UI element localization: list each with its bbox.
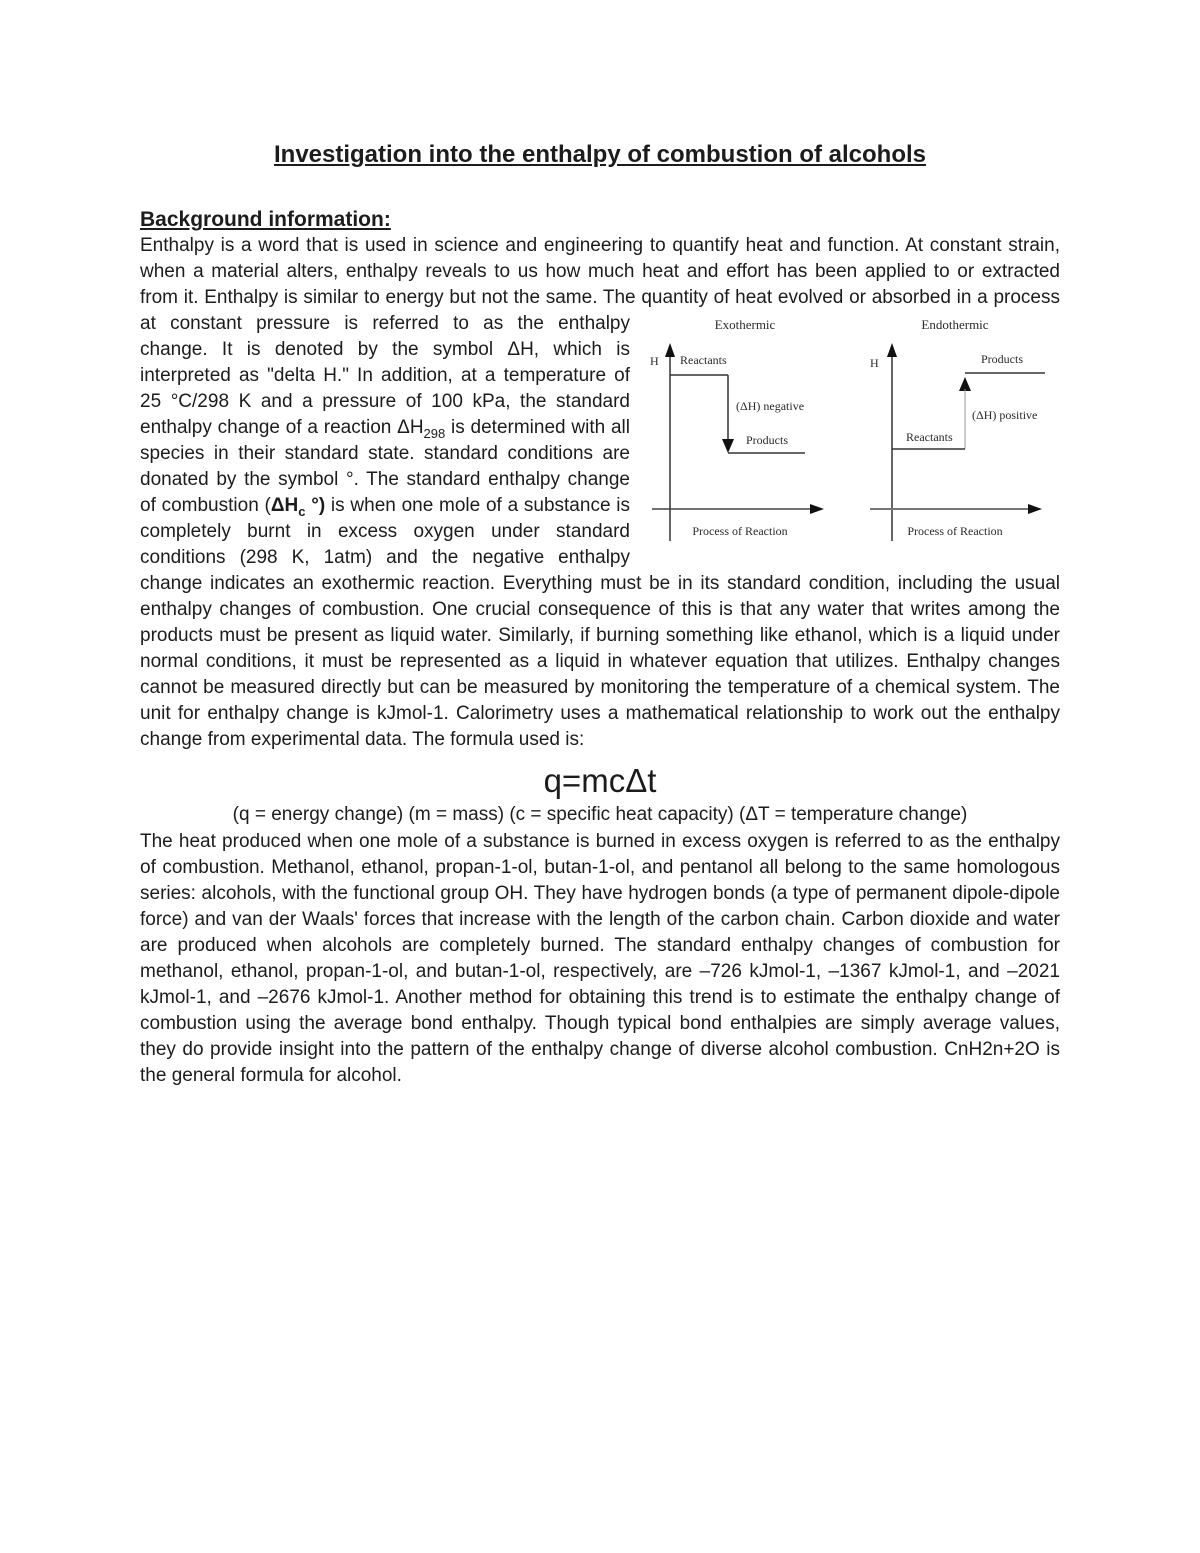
enthalpy-diagrams-figure	[640, 311, 1060, 559]
h-axis-label: H	[870, 356, 879, 370]
x-axis-label: Process of Reaction	[907, 524, 1003, 538]
endothermic-diagram	[850, 311, 1060, 559]
background-text-mid: is determined with all species in their standard state. standard conditions are donated by the symbol °. The standard enthalpy change of combustion (	[140, 417, 630, 516]
y-axis-arrow-icon	[665, 343, 675, 357]
combustion-paragraph: The heat produced when one mole of a substance is burned in excess oxygen is referred to as the enthalpy of combustion. Methanol, ethanol, propan-1-ol, butan-1-ol, and pentanol all belong to the same homologous series: alcohols, with the functional group OH. They have hydrogen bonds (a type of permanent dipole-dipole force) and van der Waals' forces that increase with the length of the carbon chain. Carbon dioxide and water are produced when alcohols are completely burned. The standard enthalpy changes of combustion for methanol, ethanol, propan-1-ol, and butan-1-ol, respectively, are –726 kJmol-1, –1367 kJmol-1, and –2021 kJmol-1, and –2676 kJmol-1. Another method for obtaining this trend is to estimate the enthalpy change of combustion using the average bond enthalpy. Though typical bond enthalpies are simply average values, they do provide insight into the pattern of the enthalpy change of diverse alcohol combustion. CnH2n+2O is the general formula for alcohol.	[140, 831, 1060, 1086]
background-text-wrapped: referred to as the enthalpy change. It is denoted by the symbol ΔH, which is interpreted as "delta H." In addition, at a temperature of 25 °C/298 K and a pressure of 100 kPa, the standard enthalpy change of a reaction ΔH	[140, 313, 630, 438]
h-axis-label: H	[650, 354, 659, 368]
x-axis-arrow-icon	[810, 504, 824, 514]
reactants-label: Reactants	[680, 353, 727, 367]
products-label: Products	[981, 352, 1023, 366]
x-axis-arrow-icon	[1028, 504, 1042, 514]
exothermic-diagram	[640, 311, 850, 559]
products-label: Products	[746, 433, 788, 447]
enthalpy-rise-arrow-icon	[959, 377, 971, 391]
subscript-c: c	[298, 503, 306, 519]
delta-hc-bold-notation: $\Delta H_c$ °)	[270, 495, 326, 519]
background-text-end: is when one mole of a substance is completely burnt in excess oxygen under standard conditions (298 K, 1atm) and the negative enthalpy change indicates an exothermic reaction. Everything must be in its standard condition, including the usual enthalpy changes of combustion. One crucial consequence of this is that any water that writes among the products must be present as liquid water. Similarly, if burning something like ethanol, which is a liquid under normal conditions, it must be represented as a liquid in whatever equation that utilizes. Enthalpy changes cannot be measured directly but can be measured by monitoring the temperature of a chemical system. The unit for enthalpy change is kJmol-1. Calorimetry uses a mathematical relationship to work out the enthalpy change from experimental data. The formula used is:	[140, 495, 1060, 750]
background-paragraph	[140, 233, 1060, 753]
endothermic-title: Endothermic	[921, 317, 989, 332]
subscript-298: 298	[423, 425, 446, 441]
formula-legend: (q = energy change) (m = mass) (c = specific heat capacity) (ΔT = temperature change)	[232, 804, 968, 825]
background-text-intro: Enthalpy is a word that is used in science and engineering to quantify heat and function. At constant strain, when a material alters, enthalpy reveals to us how much heat and effort has been applied to or extracted from it. Enthalpy is similar to energy but not the same. The quantity of heat evolved or absorbed in a process at constant pressure is	[140, 235, 1060, 334]
delta-h-negative-label: (ΔH) negative	[736, 399, 805, 413]
formula-equation: q=mcΔt	[543, 762, 657, 799]
y-axis-arrow-icon	[887, 343, 897, 357]
section-heading-background: Background information:	[140, 208, 391, 231]
page-title: Investigation into the enthalpy of combustion of alcohols	[273, 141, 927, 168]
x-axis-label: Process of Reaction	[692, 524, 788, 538]
exothermic-title: Exothermic	[714, 317, 776, 332]
enthalpy-drop-arrow-icon	[722, 439, 734, 453]
delta-h-positive-label: (ΔH) positive	[972, 408, 1038, 422]
reactants-label: Reactants	[906, 430, 953, 444]
